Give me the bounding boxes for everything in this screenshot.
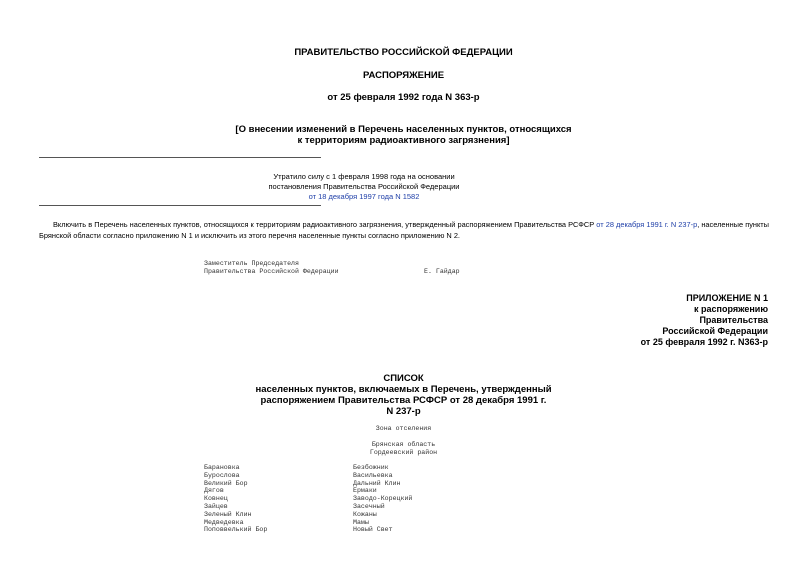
list-item: Великий Бор xyxy=(204,479,248,487)
list-item: Поповвелький Бор xyxy=(204,526,268,534)
status-line-1: Утратило силу с 1 февраля 1998 года на основании xyxy=(273,172,455,181)
list-item: Дягов xyxy=(204,487,224,495)
status-line-2: постановления Правительства Российской Федерации xyxy=(268,182,460,191)
settlements-right-column xyxy=(353,464,412,534)
list-item: Зайцев xyxy=(204,502,228,510)
list-item: Ермаки xyxy=(353,487,377,495)
list-item: Новый Свет xyxy=(353,526,393,534)
main-paragraph xyxy=(39,219,769,241)
divider-top xyxy=(39,157,321,158)
zone-name: Зона отселения xyxy=(375,425,432,432)
signature-title-2: Правительства Российской Федерации xyxy=(204,268,339,275)
list-item: Мамы xyxy=(353,518,369,526)
appendix-line-4: Российской Федерации xyxy=(662,326,768,336)
list-item: Засечный xyxy=(353,502,385,510)
list-item: Барановка xyxy=(204,464,240,471)
document-type: РАСПОРЯЖЕНИЕ xyxy=(362,70,445,81)
zone-region: Брянская область xyxy=(371,441,436,448)
list-item: Кожаны xyxy=(353,510,377,518)
appendix-line-3: Правительства xyxy=(699,315,768,325)
list-item: Ковнец xyxy=(204,495,228,503)
appendix-line-5: от 25 февраля 1992 г. N363-р xyxy=(640,337,768,347)
list-heading-line-3: N 237-р xyxy=(386,406,421,417)
appendix-line-1: ПРИЛОЖЕНИЕ N 1 xyxy=(686,293,768,303)
paragraph-text-before: Включить в Перечень населенных пунктов, относящихся к территориям радиоактивного загрязнения, утвержденный распоряжением Правительства РСФСР xyxy=(53,220,597,229)
list-heading-line-2: распоряжением Правительства РСФСР от 28 декабря 1991 г. xyxy=(260,395,547,406)
zone-district: Гордеевский район xyxy=(369,449,438,456)
document-subject-line-2: к территориям радиоактивного загрязнения] xyxy=(297,135,510,146)
appendix-line-2: к распоряжению xyxy=(694,304,768,314)
list-item: Дальний Клин xyxy=(353,479,401,487)
list-item: Бурослова xyxy=(204,471,240,479)
list-item: Зеленый Клин xyxy=(204,510,252,518)
list-item: Медведевка xyxy=(204,518,244,526)
document-subject-line-1: [О внесении изменений в Перечень населенных пунктов, относящихся xyxy=(235,124,572,135)
decree-link[interactable]: от 28 декабря 1991 г. N 237-р xyxy=(596,220,698,229)
document-date-number: от 25 февраля 1992 года N 363-р xyxy=(327,92,480,103)
signature-name: Е. Гайдар xyxy=(424,268,460,275)
status-link[interactable]: от 18 декабря 1997 года N 1582 xyxy=(308,192,420,201)
settlements-left-column xyxy=(204,464,267,534)
list-title: СПИСОК xyxy=(383,373,424,384)
signature-title-1: Заместитель Председателя xyxy=(204,260,299,267)
paragraph-text-after: , населенные пункты Брянской области согласно приложению N 1 и исключить из этого перечня населенные пункты согласно приложению N 2. xyxy=(39,220,769,240)
government-title: ПРАВИТЕЛЬСТВО РОССИЙСКОЙ ФЕДЕРАЦИИ xyxy=(294,47,513,58)
list-heading-line-1: населенных пунктов, включаемых в Перечень, утвержденный xyxy=(255,384,552,395)
list-item: Безбожник xyxy=(353,464,389,471)
list-item: Васильевка xyxy=(353,471,393,479)
divider-bottom xyxy=(39,205,321,206)
list-item: Заводо-Корецкий xyxy=(353,495,413,503)
